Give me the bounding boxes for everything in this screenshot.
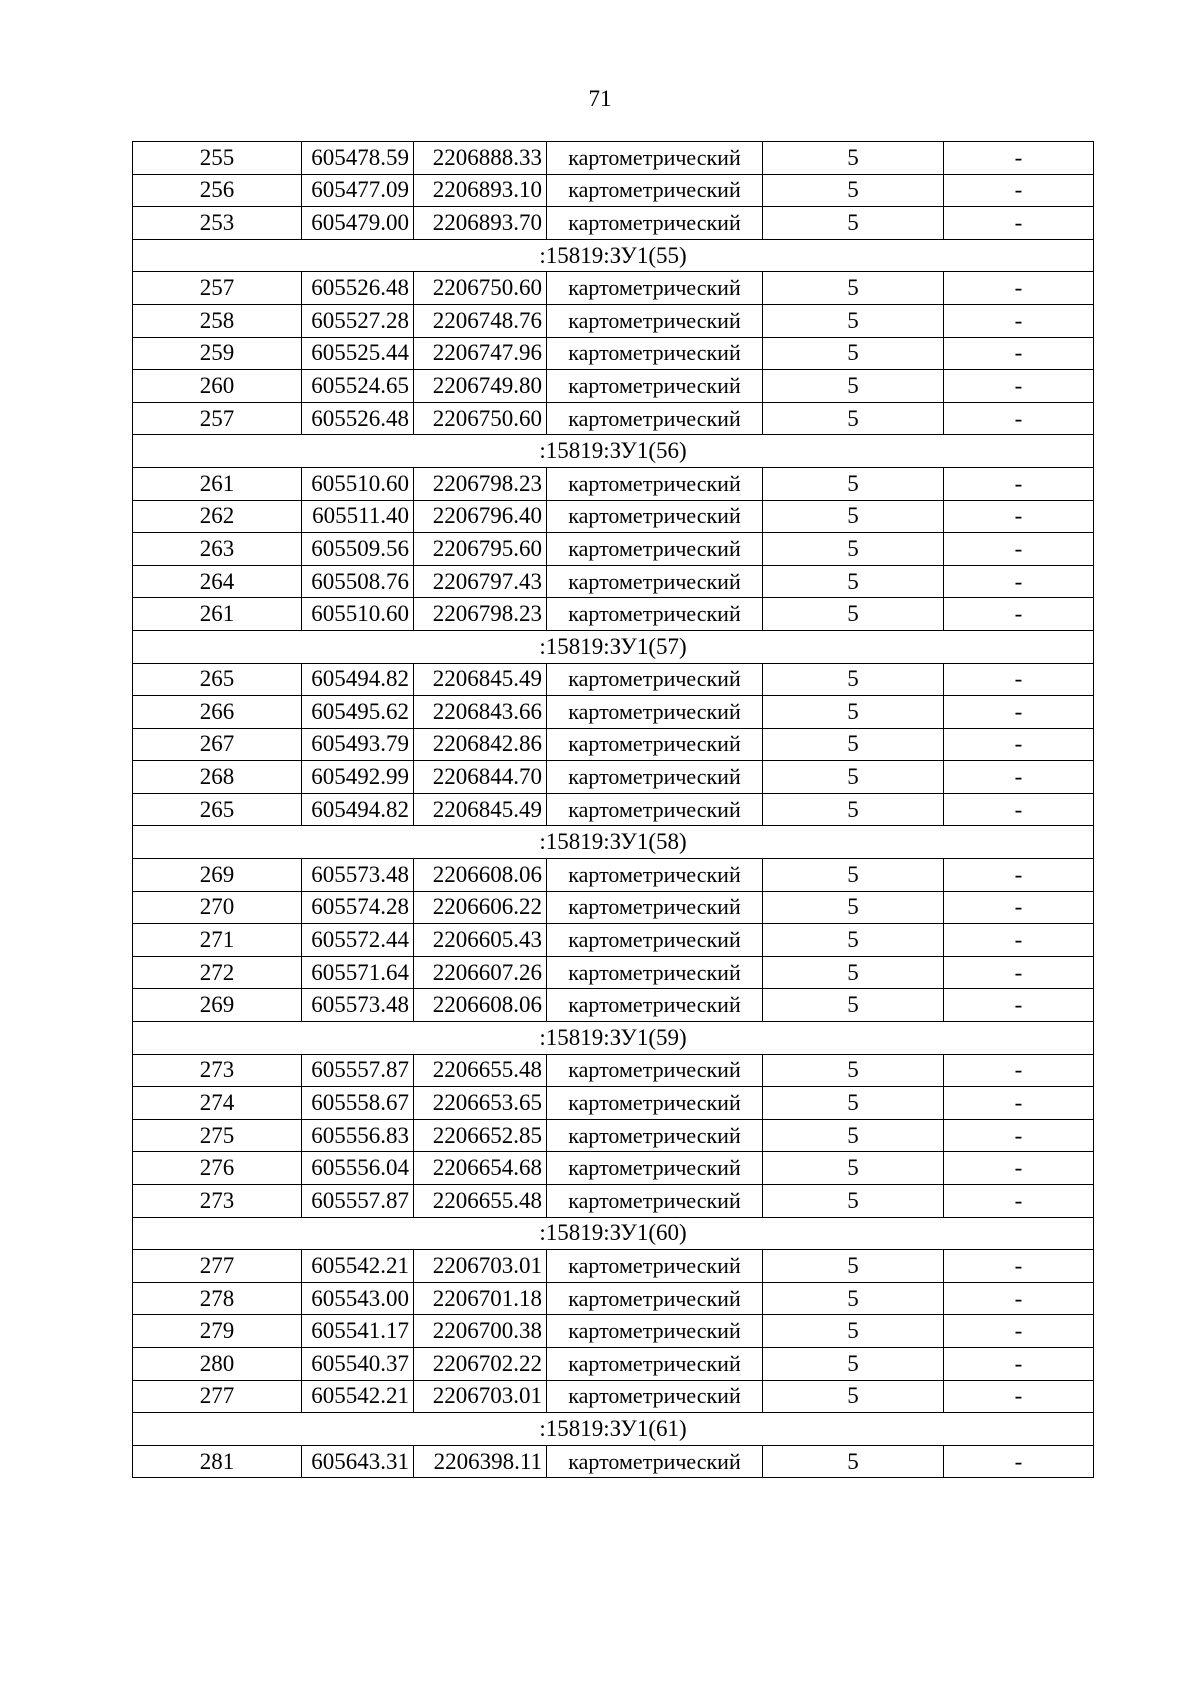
point-number-cell: 265 bbox=[133, 663, 302, 696]
x-coordinate-cell: 605572.44 bbox=[302, 924, 414, 957]
x-coordinate-cell: 605526.48 bbox=[302, 272, 414, 305]
method-cell: картометрический bbox=[547, 1087, 763, 1120]
note-cell: - bbox=[944, 761, 1094, 794]
x-coordinate-cell: 605479.00 bbox=[302, 207, 414, 240]
note-cell: - bbox=[944, 1250, 1094, 1283]
note-cell: - bbox=[944, 793, 1094, 826]
method-cell: картометрический bbox=[547, 1185, 763, 1218]
accuracy-cell: 5 bbox=[763, 989, 944, 1022]
method-cell: картометрический bbox=[547, 467, 763, 500]
method-cell: картометрический bbox=[547, 1119, 763, 1152]
y-coordinate-cell: 2206843.66 bbox=[414, 696, 547, 729]
x-coordinate-cell: 605543.00 bbox=[302, 1282, 414, 1315]
accuracy-cell: 5 bbox=[763, 859, 944, 892]
method-cell: картометрический bbox=[547, 174, 763, 207]
method-cell: картометрический bbox=[547, 1315, 763, 1348]
table-row bbox=[133, 598, 1094, 631]
table-row bbox=[133, 142, 1094, 175]
method-cell: картометрический bbox=[547, 696, 763, 729]
table-row bbox=[133, 402, 1094, 435]
y-coordinate-cell: 2206655.48 bbox=[414, 1185, 547, 1218]
table-row bbox=[133, 1185, 1094, 1218]
note-cell: - bbox=[944, 304, 1094, 337]
accuracy-cell: 5 bbox=[763, 956, 944, 989]
parcel-label: :15819:ЗУ1(55) bbox=[133, 239, 1094, 272]
table-row bbox=[133, 1380, 1094, 1413]
method-cell: картометрический bbox=[547, 402, 763, 435]
y-coordinate-cell: 2206605.43 bbox=[414, 924, 547, 957]
accuracy-cell: 5 bbox=[763, 1282, 944, 1315]
table-row bbox=[133, 272, 1094, 305]
x-coordinate-cell: 605477.09 bbox=[302, 174, 414, 207]
point-number-cell: 278 bbox=[133, 1282, 302, 1315]
method-cell: картометрический bbox=[547, 1380, 763, 1413]
table-row bbox=[133, 1347, 1094, 1380]
y-coordinate-cell: 2206795.60 bbox=[414, 533, 547, 566]
table-row bbox=[133, 467, 1094, 500]
y-coordinate-cell: 2206893.70 bbox=[414, 207, 547, 240]
table-row bbox=[133, 304, 1094, 337]
point-number-cell: 269 bbox=[133, 859, 302, 892]
y-coordinate-cell: 2206703.01 bbox=[414, 1380, 547, 1413]
table-row bbox=[133, 989, 1094, 1022]
method-cell: картометрический bbox=[547, 1250, 763, 1283]
method-cell: картометрический bbox=[547, 304, 763, 337]
x-coordinate-cell: 605557.87 bbox=[302, 1185, 414, 1218]
method-cell: картометрический bbox=[547, 565, 763, 598]
y-coordinate-cell: 2206608.06 bbox=[414, 989, 547, 1022]
table-row bbox=[133, 1119, 1094, 1152]
x-coordinate-cell: 605510.60 bbox=[302, 598, 414, 631]
accuracy-cell: 5 bbox=[763, 663, 944, 696]
point-number-cell: 281 bbox=[133, 1445, 302, 1478]
note-cell: - bbox=[944, 207, 1094, 240]
method-cell: картометрический bbox=[547, 989, 763, 1022]
point-number-cell: 277 bbox=[133, 1380, 302, 1413]
parcel-header-row bbox=[133, 826, 1094, 859]
y-coordinate-cell: 2206747.96 bbox=[414, 337, 547, 370]
note-cell: - bbox=[944, 1347, 1094, 1380]
point-number-cell: 270 bbox=[133, 891, 302, 924]
point-number-cell: 277 bbox=[133, 1250, 302, 1283]
x-coordinate-cell: 605574.28 bbox=[302, 891, 414, 924]
method-cell: картометрический bbox=[547, 924, 763, 957]
x-coordinate-cell: 605494.82 bbox=[302, 663, 414, 696]
note-cell: - bbox=[944, 500, 1094, 533]
accuracy-cell: 5 bbox=[763, 1347, 944, 1380]
note-cell: - bbox=[944, 859, 1094, 892]
x-coordinate-cell: 605525.44 bbox=[302, 337, 414, 370]
note-cell: - bbox=[944, 1282, 1094, 1315]
accuracy-cell: 5 bbox=[763, 1087, 944, 1120]
note-cell: - bbox=[944, 956, 1094, 989]
accuracy-cell: 5 bbox=[763, 402, 944, 435]
x-coordinate-cell: 605541.17 bbox=[302, 1315, 414, 1348]
point-number-cell: 258 bbox=[133, 304, 302, 337]
point-number-cell: 272 bbox=[133, 956, 302, 989]
method-cell: картометрический bbox=[547, 663, 763, 696]
point-number-cell: 276 bbox=[133, 1152, 302, 1185]
method-cell: картометрический bbox=[547, 142, 763, 175]
x-coordinate-cell: 605509.56 bbox=[302, 533, 414, 566]
point-number-cell: 261 bbox=[133, 598, 302, 631]
point-number-cell: 269 bbox=[133, 989, 302, 1022]
point-number-cell: 267 bbox=[133, 728, 302, 761]
table-row bbox=[133, 859, 1094, 892]
note-cell: - bbox=[944, 1445, 1094, 1478]
accuracy-cell: 5 bbox=[763, 1119, 944, 1152]
note-cell: - bbox=[944, 1054, 1094, 1087]
parcel-label: :15819:ЗУ1(61) bbox=[133, 1413, 1094, 1446]
y-coordinate-cell: 2206798.23 bbox=[414, 467, 547, 500]
x-coordinate-cell: 605540.37 bbox=[302, 1347, 414, 1380]
table-row bbox=[133, 174, 1094, 207]
x-coordinate-cell: 605493.79 bbox=[302, 728, 414, 761]
method-cell: картометрический bbox=[547, 533, 763, 566]
accuracy-cell: 5 bbox=[763, 1315, 944, 1348]
table-row bbox=[133, 956, 1094, 989]
y-coordinate-cell: 2206798.23 bbox=[414, 598, 547, 631]
point-number-cell: 256 bbox=[133, 174, 302, 207]
y-coordinate-cell: 2206701.18 bbox=[414, 1282, 547, 1315]
note-cell: - bbox=[944, 598, 1094, 631]
point-number-cell: 257 bbox=[133, 402, 302, 435]
parcel-label: :15819:ЗУ1(57) bbox=[133, 630, 1094, 663]
accuracy-cell: 5 bbox=[763, 272, 944, 305]
method-cell: картометрический bbox=[547, 728, 763, 761]
x-coordinate-cell: 605495.62 bbox=[302, 696, 414, 729]
note-cell: - bbox=[944, 402, 1094, 435]
y-coordinate-cell: 2206607.26 bbox=[414, 956, 547, 989]
x-coordinate-cell: 605494.82 bbox=[302, 793, 414, 826]
parcel-header-row bbox=[133, 1217, 1094, 1250]
point-number-cell: 274 bbox=[133, 1087, 302, 1120]
note-cell: - bbox=[944, 891, 1094, 924]
y-coordinate-cell: 2206748.76 bbox=[414, 304, 547, 337]
y-coordinate-cell: 2206703.01 bbox=[414, 1250, 547, 1283]
accuracy-cell: 5 bbox=[763, 467, 944, 500]
note-cell: - bbox=[944, 696, 1094, 729]
note-cell: - bbox=[944, 565, 1094, 598]
table-row bbox=[133, 924, 1094, 957]
point-number-cell: 259 bbox=[133, 337, 302, 370]
parcel-header-row bbox=[133, 1022, 1094, 1055]
parcel-label: :15819:ЗУ1(58) bbox=[133, 826, 1094, 859]
accuracy-cell: 5 bbox=[763, 1250, 944, 1283]
accuracy-cell: 5 bbox=[763, 1054, 944, 1087]
accuracy-cell: 5 bbox=[763, 728, 944, 761]
x-coordinate-cell: 605527.28 bbox=[302, 304, 414, 337]
y-coordinate-cell: 2206893.10 bbox=[414, 174, 547, 207]
accuracy-cell: 5 bbox=[763, 565, 944, 598]
x-coordinate-cell: 605643.31 bbox=[302, 1445, 414, 1478]
note-cell: - bbox=[944, 924, 1094, 957]
table-row bbox=[133, 533, 1094, 566]
x-coordinate-cell: 605511.40 bbox=[302, 500, 414, 533]
coordinates-table bbox=[132, 141, 1094, 1478]
accuracy-cell: 5 bbox=[763, 598, 944, 631]
accuracy-cell: 5 bbox=[763, 1185, 944, 1218]
note-cell: - bbox=[944, 467, 1094, 500]
accuracy-cell: 5 bbox=[763, 337, 944, 370]
note-cell: - bbox=[944, 989, 1094, 1022]
parcel-header-row bbox=[133, 435, 1094, 468]
y-coordinate-cell: 2206845.49 bbox=[414, 793, 547, 826]
method-cell: картометрический bbox=[547, 272, 763, 305]
table-row bbox=[133, 1250, 1094, 1283]
y-coordinate-cell: 2206654.68 bbox=[414, 1152, 547, 1185]
table-row bbox=[133, 1445, 1094, 1478]
y-coordinate-cell: 2206844.70 bbox=[414, 761, 547, 794]
point-number-cell: 273 bbox=[133, 1054, 302, 1087]
y-coordinate-cell: 2206606.22 bbox=[414, 891, 547, 924]
point-number-cell: 268 bbox=[133, 761, 302, 794]
x-coordinate-cell: 605557.87 bbox=[302, 1054, 414, 1087]
point-number-cell: 275 bbox=[133, 1119, 302, 1152]
table-row bbox=[133, 1054, 1094, 1087]
table-row bbox=[133, 337, 1094, 370]
accuracy-cell: 5 bbox=[763, 142, 944, 175]
parcel-label: :15819:ЗУ1(60) bbox=[133, 1217, 1094, 1250]
accuracy-cell: 5 bbox=[763, 793, 944, 826]
accuracy-cell: 5 bbox=[763, 1380, 944, 1413]
y-coordinate-cell: 2206655.48 bbox=[414, 1054, 547, 1087]
method-cell: картометрический bbox=[547, 207, 763, 240]
note-cell: - bbox=[944, 1119, 1094, 1152]
point-number-cell: 280 bbox=[133, 1347, 302, 1380]
y-coordinate-cell: 2206700.38 bbox=[414, 1315, 547, 1348]
accuracy-cell: 5 bbox=[763, 1445, 944, 1478]
table-row bbox=[133, 207, 1094, 240]
y-coordinate-cell: 2206702.22 bbox=[414, 1347, 547, 1380]
x-coordinate-cell: 605573.48 bbox=[302, 989, 414, 1022]
note-cell: - bbox=[944, 1185, 1094, 1218]
point-number-cell: 273 bbox=[133, 1185, 302, 1218]
method-cell: картометрический bbox=[547, 859, 763, 892]
point-number-cell: 263 bbox=[133, 533, 302, 566]
accuracy-cell: 5 bbox=[763, 1152, 944, 1185]
method-cell: картометрический bbox=[547, 761, 763, 794]
y-coordinate-cell: 2206888.33 bbox=[414, 142, 547, 175]
table-row bbox=[133, 370, 1094, 403]
method-cell: картометрический bbox=[547, 891, 763, 924]
coordinates-table-body bbox=[133, 142, 1094, 1478]
point-number-cell: 253 bbox=[133, 207, 302, 240]
note-cell: - bbox=[944, 370, 1094, 403]
point-number-cell: 261 bbox=[133, 467, 302, 500]
accuracy-cell: 5 bbox=[763, 533, 944, 566]
table-row bbox=[133, 728, 1094, 761]
table-row bbox=[133, 1315, 1094, 1348]
x-coordinate-cell: 605558.67 bbox=[302, 1087, 414, 1120]
x-coordinate-cell: 605478.59 bbox=[302, 142, 414, 175]
table-row bbox=[133, 1087, 1094, 1120]
x-coordinate-cell: 605524.65 bbox=[302, 370, 414, 403]
y-coordinate-cell: 2206842.86 bbox=[414, 728, 547, 761]
accuracy-cell: 5 bbox=[763, 370, 944, 403]
table-row bbox=[133, 1282, 1094, 1315]
accuracy-cell: 5 bbox=[763, 924, 944, 957]
page-number: 71 bbox=[588, 86, 612, 111]
table-row bbox=[133, 500, 1094, 533]
x-coordinate-cell: 605542.21 bbox=[302, 1250, 414, 1283]
method-cell: картометрический bbox=[547, 337, 763, 370]
note-cell: - bbox=[944, 174, 1094, 207]
note-cell: - bbox=[944, 663, 1094, 696]
note-cell: - bbox=[944, 728, 1094, 761]
x-coordinate-cell: 605573.48 bbox=[302, 859, 414, 892]
point-number-cell: 265 bbox=[133, 793, 302, 826]
parcel-label: :15819:ЗУ1(59) bbox=[133, 1022, 1094, 1055]
table-row bbox=[133, 565, 1094, 598]
note-cell: - bbox=[944, 272, 1094, 305]
parcel-header-row bbox=[133, 630, 1094, 663]
y-coordinate-cell: 2206653.65 bbox=[414, 1087, 547, 1120]
point-number-cell: 279 bbox=[133, 1315, 302, 1348]
y-coordinate-cell: 2206652.85 bbox=[414, 1119, 547, 1152]
point-number-cell: 255 bbox=[133, 142, 302, 175]
y-coordinate-cell: 2206608.06 bbox=[414, 859, 547, 892]
table-row bbox=[133, 891, 1094, 924]
y-coordinate-cell: 2206398.11 bbox=[414, 1445, 547, 1478]
x-coordinate-cell: 605492.99 bbox=[302, 761, 414, 794]
accuracy-cell: 5 bbox=[763, 891, 944, 924]
method-cell: картометрический bbox=[547, 598, 763, 631]
x-coordinate-cell: 605542.21 bbox=[302, 1380, 414, 1413]
table-row bbox=[133, 793, 1094, 826]
point-number-cell: 260 bbox=[133, 370, 302, 403]
accuracy-cell: 5 bbox=[763, 174, 944, 207]
accuracy-cell: 5 bbox=[763, 304, 944, 337]
method-cell: картометрический bbox=[547, 500, 763, 533]
accuracy-cell: 5 bbox=[763, 696, 944, 729]
note-cell: - bbox=[944, 337, 1094, 370]
table-row bbox=[133, 663, 1094, 696]
point-number-cell: 257 bbox=[133, 272, 302, 305]
point-number-cell: 262 bbox=[133, 500, 302, 533]
note-cell: - bbox=[944, 1152, 1094, 1185]
y-coordinate-cell: 2206750.60 bbox=[414, 402, 547, 435]
method-cell: картометрический bbox=[547, 956, 763, 989]
accuracy-cell: 5 bbox=[763, 207, 944, 240]
point-number-cell: 271 bbox=[133, 924, 302, 957]
method-cell: картометрический bbox=[547, 1152, 763, 1185]
x-coordinate-cell: 605508.76 bbox=[302, 565, 414, 598]
x-coordinate-cell: 605556.83 bbox=[302, 1119, 414, 1152]
method-cell: картометрический bbox=[547, 1054, 763, 1087]
parcel-header-row bbox=[133, 239, 1094, 272]
y-coordinate-cell: 2206797.43 bbox=[414, 565, 547, 598]
accuracy-cell: 5 bbox=[763, 500, 944, 533]
method-cell: картометрический bbox=[547, 1282, 763, 1315]
parcel-label: :15819:ЗУ1(56) bbox=[133, 435, 1094, 468]
y-coordinate-cell: 2206750.60 bbox=[414, 272, 547, 305]
y-coordinate-cell: 2206796.40 bbox=[414, 500, 547, 533]
note-cell: - bbox=[944, 533, 1094, 566]
point-number-cell: 266 bbox=[133, 696, 302, 729]
table-row bbox=[133, 761, 1094, 794]
method-cell: картометрический bbox=[547, 1347, 763, 1380]
note-cell: - bbox=[944, 1315, 1094, 1348]
x-coordinate-cell: 605571.64 bbox=[302, 956, 414, 989]
x-coordinate-cell: 605556.04 bbox=[302, 1152, 414, 1185]
table-row bbox=[133, 1152, 1094, 1185]
x-coordinate-cell: 605510.60 bbox=[302, 467, 414, 500]
accuracy-cell: 5 bbox=[763, 761, 944, 794]
method-cell: картометрический bbox=[547, 1445, 763, 1478]
parcel-header-row bbox=[133, 1413, 1094, 1446]
y-coordinate-cell: 2206749.80 bbox=[414, 370, 547, 403]
note-cell: - bbox=[944, 142, 1094, 175]
method-cell: картометрический bbox=[547, 370, 763, 403]
table-row bbox=[133, 696, 1094, 729]
point-number-cell: 264 bbox=[133, 565, 302, 598]
x-coordinate-cell: 605526.48 bbox=[302, 402, 414, 435]
method-cell: картометрический bbox=[547, 793, 763, 826]
note-cell: - bbox=[944, 1087, 1094, 1120]
note-cell: - bbox=[944, 1380, 1094, 1413]
y-coordinate-cell: 2206845.49 bbox=[414, 663, 547, 696]
